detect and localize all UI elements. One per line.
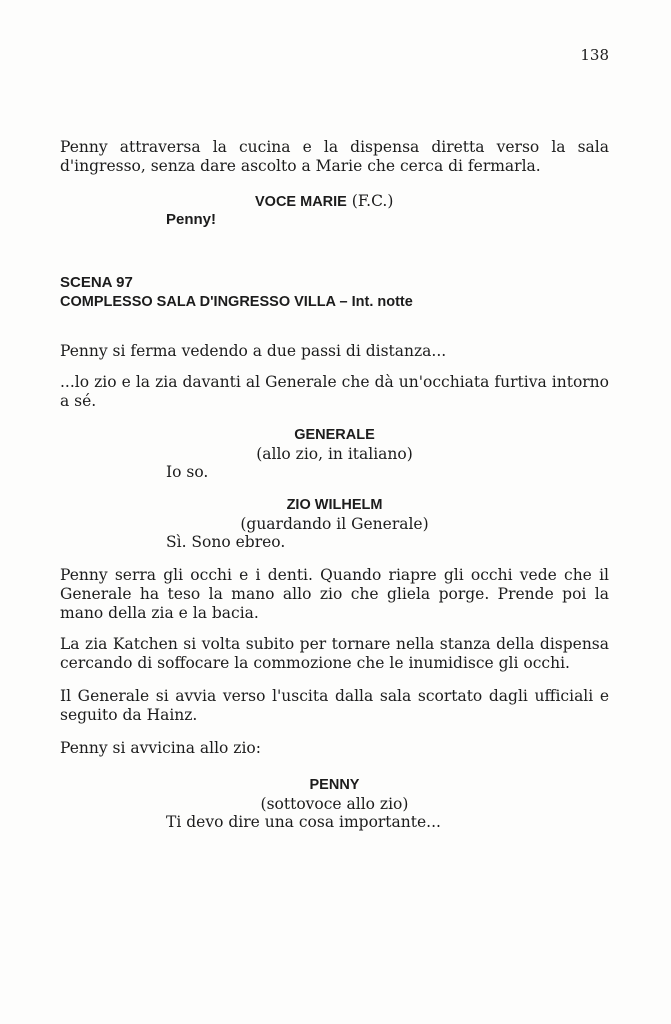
action-paragraph-6: Il Generale si avvia verso l'uscita dalla sala scortato dagli ufficiali e seguito da Hainz. bbox=[60, 687, 609, 724]
action-paragraph-1: Penny attraversa la cucina e la dispensa diretta verso la sala d'ingresso, senza dare ascolto a Marie che cerca di fermarla. bbox=[60, 138, 609, 175]
dialogue-line-generale: Io so. bbox=[166, 463, 209, 481]
scene-heading-place: COMPLESSO SALA D'INGRESSO VILLA – bbox=[60, 294, 352, 310]
dialogue-line-zio-wilhelm: Sì. Sono ebreo. bbox=[166, 533, 286, 551]
character-cue-zio-wilhelm: ZIO WILHELM bbox=[286, 497, 383, 513]
scene-number: SCENA 97 bbox=[60, 274, 133, 291]
action-paragraph-7: Penny si avvicina allo zio: bbox=[60, 739, 261, 757]
parenthetical-generale: (allo zio, in italiano) bbox=[256, 445, 413, 463]
action-paragraph-2: Penny si ferma vedendo a due passi di distanza... bbox=[60, 342, 447, 360]
dialogue-line-penny: Penny! bbox=[166, 211, 217, 228]
action-paragraph-3: ...lo zio e la zia davanti al Generale che dà un'occhiata furtiva intorno a sé. bbox=[60, 373, 609, 410]
character-name: VOCE MARIE bbox=[255, 194, 347, 210]
cue-extension: (F.C.) bbox=[351, 192, 394, 210]
page-number: 138 bbox=[580, 46, 609, 64]
parenthetical-penny: (sottovoce allo zio) bbox=[260, 795, 409, 813]
action-paragraph-5: La zia Katchen si volta subito per tornare nella stanza della dispensa cercando di soffocare la commozione che le inumidisce gli occhi. bbox=[60, 635, 609, 672]
character-cue-generale: GENERALE bbox=[294, 427, 375, 443]
scene-heading bbox=[60, 291, 413, 310]
action-paragraph-4: Penny serra gli occhi e i denti. Quando riapre gli occhi vede che il Generale ha teso la mano allo zio che gliela porge. Prende poi la mano della zia e la bacia. bbox=[60, 566, 609, 622]
character-cue-penny: PENNY bbox=[309, 777, 360, 793]
dialogue-line-penny-2: Ti devo dire una cosa importante... bbox=[166, 813, 441, 831]
scene-heading-time: Int. notte bbox=[351, 294, 413, 310]
character-cue-voce-marie bbox=[255, 192, 393, 210]
parenthetical-zio-wilhelm: (guardando il Generale) bbox=[240, 515, 429, 533]
